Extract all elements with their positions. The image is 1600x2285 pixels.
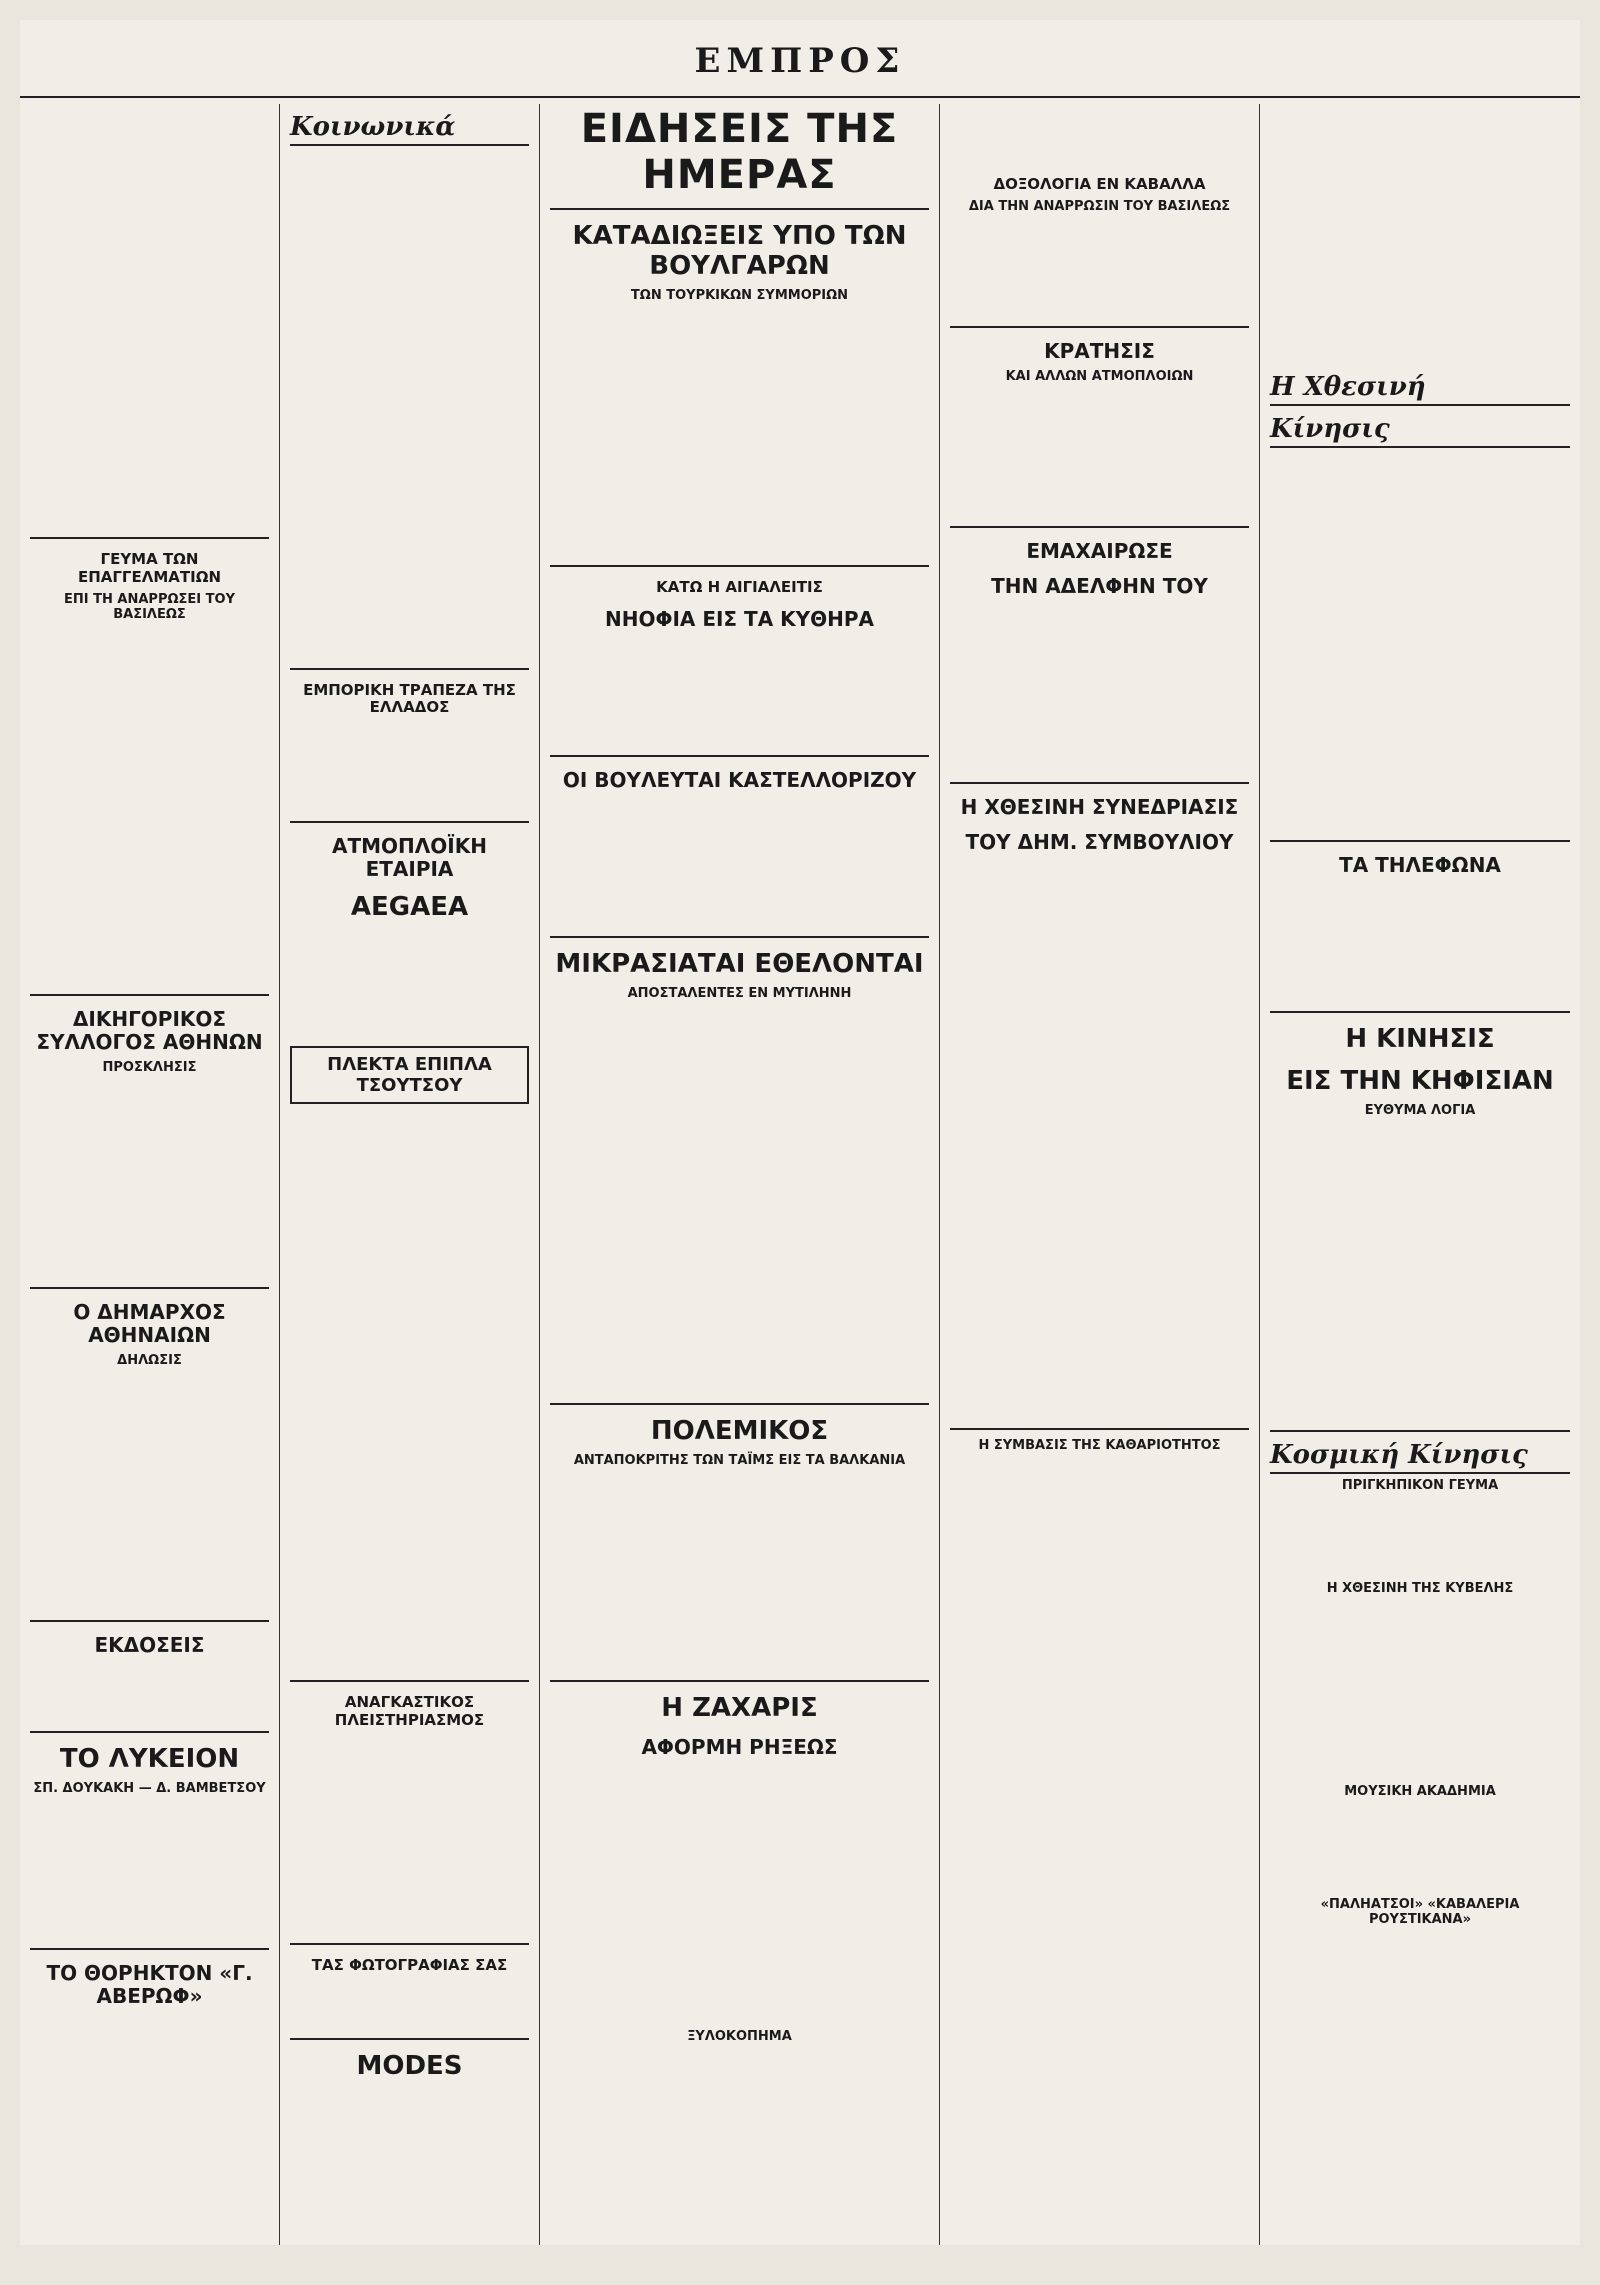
- section-title: ΕΜΠΟΡΙΚΗ ΤΡΑΠΕΖΑ ΤΗΣ ΕΛΛΑΔΟΣ: [303, 681, 516, 717]
- advert-box: [290, 1046, 529, 1104]
- section-subtitle: ΣΠ. ΔΟΥΚΑΚΗ — Δ. ΒΑΜΒΕΤΣΟΥ: [33, 1780, 266, 1796]
- section-title: ΕΜΑΧΑΙΡΩΣΕ: [1026, 539, 1173, 564]
- section-title: ΓΕΥΜΑ ΤΩΝ ΕΠΑΓΓΕΛΜΑΤΙΩΝ: [77, 550, 222, 586]
- text-area: [550, 798, 929, 928]
- columns: [20, 104, 1580, 2245]
- text-area: [550, 1472, 929, 1672]
- section-subtitle: ΝΗΟΦΙΑ ΕΙΣ ΤΑ ΚΥΘΗΡΑ: [604, 607, 875, 632]
- section-title: Η ΖΑΧΑΡΙΣ: [661, 1692, 818, 1723]
- section-subtitle: ΔΗΛΩΣΙΣ: [117, 1352, 182, 1368]
- section-subtitle: ΑΠΟΣΤΑΛΕΝΤΕΣ ΕΝ ΜΥΤΙΛΗΝΗ: [627, 985, 852, 1001]
- section-subtitle: ΤΗΝ ΑΔΕΛΦΗΝ ΤΟΥ: [991, 574, 1208, 599]
- text-area: [550, 1005, 929, 1395]
- text-area: [290, 1112, 529, 1672]
- section-title: ΕΚΔΟΣΕΙΣ: [94, 1632, 205, 1657]
- section-title: Η ΧΘΕΣΙΝΗ ΤΗΣ ΚΥΒΕΛΗΣ: [1326, 1580, 1514, 1596]
- text-block: [30, 104, 269, 121]
- column-1: [20, 104, 280, 2245]
- text-area: [290, 1735, 529, 1935]
- text-area: [950, 104, 1249, 164]
- text-area: [950, 604, 1249, 774]
- text-area: [290, 150, 529, 660]
- section-title: ΑΤΜΟΠΛΟΪΚΗ ΕΤΑΙΡΙΑ: [332, 833, 487, 881]
- page-banner: ΕΙΔΗΣΕΙΣ ΤΗΣ ΗΜΕΡΑΣ: [550, 104, 929, 210]
- section-title: ΠΟΛΕΜΙΚΟΣ: [650, 1415, 829, 1446]
- text-area: [30, 149, 269, 529]
- section-title: Κοσμική Κίνησις: [1270, 1440, 1570, 1474]
- text-area: [1270, 1122, 1570, 1422]
- section-subtitle: ΕΥΘΥΜΑ ΛΟΓΙΑ: [1364, 1102, 1476, 1118]
- section-subtitle: ΤΟΥ ΔΗΜ. ΣΥΜΒΟΥΛΙΟΥ: [965, 830, 1234, 855]
- column-4: [940, 104, 1260, 2245]
- section-subtitle: Κίνησις: [1270, 414, 1570, 448]
- text-area: [1270, 104, 1570, 364]
- section-title: Ο ΔΗΜΑΡΧΟΣ ΑΘΗΝΑΙΩΝ: [73, 1299, 226, 1347]
- text-area: [550, 1765, 929, 2025]
- section-title: ΚΑΤΑΔΙΩΞΕΙΣ ΥΠΟ ΤΩΝ ΒΟΥΛΓΑΡΩΝ: [572, 221, 907, 281]
- newspaper-name: ΕΜΠΡΟΣ: [694, 41, 906, 81]
- section-title: MODES: [356, 2051, 463, 2082]
- text-area: [30, 626, 269, 986]
- text-area: [550, 307, 929, 557]
- section-title: ΤΟ ΛΥΚΕΙΟΝ: [59, 1743, 240, 1774]
- column-5: [1260, 104, 1580, 2245]
- section-title: ΔΟΞΟΛΟΓΙΑ ΕΝ ΚΑΒΑΛΛΑ: [993, 175, 1206, 193]
- advert-title: ΠΛΕΚΤΑ ΕΠΙΠΛΑ ΤΣΟΥΤΣΟΥ: [327, 1054, 492, 1097]
- section-title: «ΠΑΛΗΑΤΣΟΙ» «ΚΑΒΑΛΕΡΙΑ ΡΟΥΣΤΙΚΑΝΑ»: [1320, 1896, 1520, 1927]
- section-title: ΟΙ ΒΟΥΛΕΥΤΑΙ ΚΑΣΤΕΛΛΟΡΙΖΟΥ: [562, 768, 917, 793]
- section-subtitle: ΠΡΟΣΚΛΗΣΙΣ: [102, 1059, 197, 1075]
- text-area: [950, 388, 1249, 518]
- newspaper-page: [20, 20, 1580, 2245]
- text-area: [1270, 452, 1570, 832]
- text-area: [950, 218, 1249, 318]
- text-area: [30, 1079, 269, 1279]
- text-area: [550, 637, 929, 747]
- column-2: [280, 104, 540, 2245]
- section-title: ΤΟ ΘΟΡΗΚΤΟΝ «Γ. ΑΒΕΡΩΦ»: [46, 1960, 253, 2008]
- text-area: [290, 928, 529, 1038]
- text-area: [290, 723, 529, 813]
- section-title: ΜΟΥΣΙΚΗ ΑΚΑΔΗΜΙΑ: [1344, 1783, 1496, 1799]
- section-title: Η ΣΥΜΒΑΣΙΣ ΤΗΣ ΚΑΘΑΡΙΟΤΗΤΟΣ: [978, 1438, 1221, 1454]
- text-area: [1270, 1600, 1570, 1780]
- section-subtitle: ΑEGAEA: [350, 891, 469, 922]
- section-subtitle: ΔΙΑ ΤΗΝ ΑΝΑΡΡΩΣΙΝ ΤΟΥ ΒΑΣΙΛΕΩΣ: [968, 199, 1231, 215]
- section-subtitle: ΕΙΣ ΤΗΝ ΚΗΦΙΣΙΑΝ: [1286, 1065, 1554, 1096]
- section-title: Η ΧΘΕΣΙΝΗ ΣΥΝΕΔΡΙΑΣΙΣ: [960, 795, 1239, 820]
- section-subtitle: ΠΡΙΓΚΗΠΙΚΟΝ ΓΕΥΜΑ: [1341, 1477, 1499, 1493]
- section-title: ΤΑ ΤΗΛΕΦΩΝΑ: [1339, 853, 1501, 877]
- text-area: [290, 1980, 529, 2030]
- section-subtitle: ΕΠΙ ΤΗ ΑΝΑΡΡΩΣΕΙ ΤΟΥ ΒΑΣΙΛΕΩΣ: [64, 591, 235, 622]
- section-title: ΤΑΣ ΦΩΤΟΓΡΑΦΙΑΣ ΣΑΣ: [311, 1955, 508, 1974]
- section-title: Η ΚΙΝΗΣΙΣ: [1345, 1024, 1495, 1054]
- masthead: [20, 26, 1580, 98]
- section-title: Κοινωνικά: [290, 112, 529, 146]
- text-area: [1270, 1803, 1570, 1893]
- section-title: ΔΙΚΗΓΟΡΙΚΟΣ ΣΥΛΛΟΓΟΣ ΑΘΗΝΩΝ: [36, 1006, 263, 1054]
- section-title: ΞΥΛΟΚΟΠΗΜΑ: [687, 2028, 792, 2044]
- text-area: [950, 860, 1249, 1420]
- section-title: ΜΙΚΡΑΣΙΑΤΑΙ ΕΘΕΛΟΝΤΑΙ: [555, 949, 924, 980]
- text-block: [30, 127, 269, 144]
- section-subtitle: ΤΩΝ ΤΟΥΡΚΙΚΩΝ ΣΥΜΜΟΡΙΩΝ: [630, 287, 849, 303]
- section-title: ΚΑΤΩ Η ΑΙΓΙΑΛΕΙΤΙΣ: [656, 577, 823, 596]
- section-title: Η Χθεσινή: [1270, 372, 1570, 406]
- column-3: [540, 104, 940, 2245]
- text-area: [1270, 883, 1570, 1003]
- text-area: [30, 1800, 269, 1940]
- text-area: [30, 1663, 269, 1723]
- section-subtitle: ΑΦΟΡΜΗ ΡΗΞΕΩΣ: [641, 1734, 838, 1759]
- section-subtitle: ΑΝΤΑΠΟΚΡΙΤΗΣ ΤΩΝ ΤΑΪΜΣ ΕΙΣ ΤΑ ΒΑΛΚΑΝΙΑ: [573, 1452, 906, 1468]
- section-title: ΑΝΑΓΚΑΣΤΙΚΟΣ ΠΛΕΙΣΤΗΡΙΑΣΜΟΣ: [334, 1693, 485, 1729]
- section-title: ΚΡΑΤΗΣΙΣ: [1044, 339, 1155, 364]
- text-area: [30, 1372, 269, 1612]
- section-subtitle: ΚΑΙ ΑΛΛΩΝ ΑΤΜΟΠΛΟΙΩΝ: [1005, 369, 1194, 385]
- text-area: [1270, 1497, 1570, 1577]
